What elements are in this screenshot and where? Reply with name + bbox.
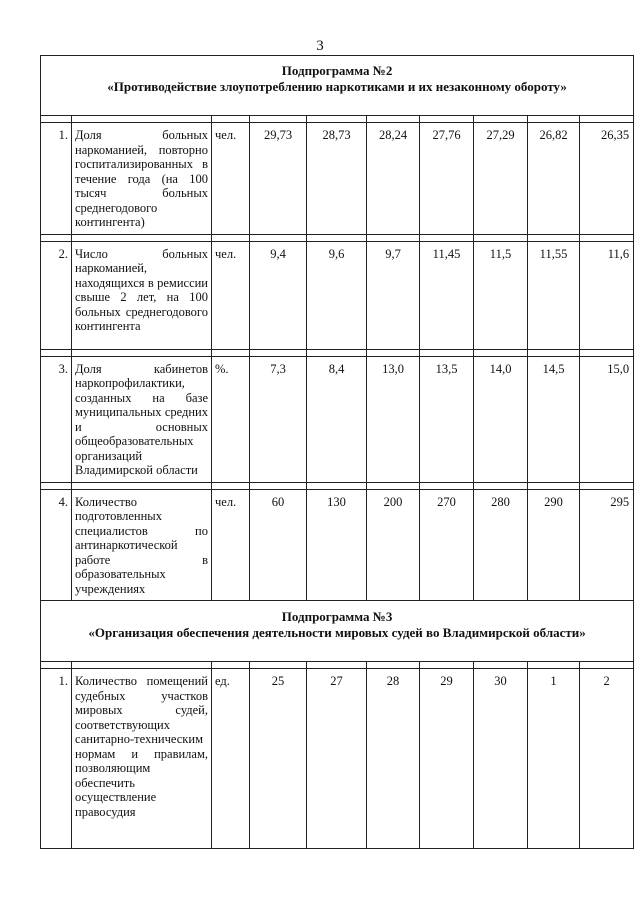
row-value: 27,76 <box>420 123 474 235</box>
row-description: Доля кабинетов наркопрофилактики, созданных на базе муниципальных средних и основных общеобразовательных организаций Владимирской области <box>72 356 212 482</box>
row-description: Количество помещений судебных участков мировых судей, соответствующих санитарно-техническим нормам и правилам, позволяющим обеспечить осуществление правосудия <box>72 669 212 849</box>
spacer-row <box>41 662 634 669</box>
row-value: 14,0 <box>474 356 528 482</box>
row-value: 26,82 <box>528 123 580 235</box>
row-value: 26,35 <box>580 123 634 235</box>
row-number: 4. <box>41 489 72 601</box>
row-value: 14,5 <box>528 356 580 482</box>
row-value: 1 <box>528 669 580 849</box>
row-value: 30 <box>474 669 528 849</box>
row-value: 270 <box>420 489 474 601</box>
row-value: 28 <box>367 669 420 849</box>
row-value: 13,5 <box>420 356 474 482</box>
table-row <box>41 489 634 601</box>
row-value: 295 <box>580 489 634 601</box>
row-value: 29,73 <box>250 123 307 235</box>
row-value: 25 <box>250 669 307 849</box>
row-number: 3. <box>41 356 72 482</box>
row-number: 1. <box>41 669 72 849</box>
row-value: 13,0 <box>367 356 420 482</box>
row-value: 9,7 <box>367 241 420 349</box>
row-value: 60 <box>250 489 307 601</box>
subprogram-title: Подпрограмма №2 <box>281 63 393 78</box>
row-value: 27 <box>307 669 367 849</box>
row-description: Число больных наркоманией, находящихся в ремиссии свыше 2 лет, на 100 больных среднегодового контингента <box>72 241 212 349</box>
row-value: 9,4 <box>250 241 307 349</box>
row-value: 28,24 <box>367 123 420 235</box>
row-description: Количество подготовленных специалистов по антинаркотической работе в образовательных учреждениях <box>72 489 212 601</box>
table-row <box>41 241 634 349</box>
subprogram-heading-row <box>41 56 634 116</box>
subprogram-title: Подпрограмма №3 <box>281 609 393 624</box>
row-value: 27,29 <box>474 123 528 235</box>
row-unit: ед. <box>212 669 250 849</box>
row-value: 11,45 <box>420 241 474 349</box>
row-value: 2 <box>580 669 634 849</box>
row-unit: чел. <box>212 489 250 601</box>
row-number: 1. <box>41 123 72 235</box>
row-unit: %. <box>212 356 250 482</box>
table-row <box>41 123 634 235</box>
row-number: 2. <box>41 241 72 349</box>
spacer-row <box>41 349 634 356</box>
row-value: 200 <box>367 489 420 601</box>
row-value: 290 <box>528 489 580 601</box>
row-value: 130 <box>307 489 367 601</box>
page-number: 3 <box>316 38 324 54</box>
subprogram-subtitle: «Противодействие злоупотреблению наркотиками и их незаконному обороту» <box>107 79 567 94</box>
row-unit: чел. <box>212 241 250 349</box>
row-value: 8,4 <box>307 356 367 482</box>
spacer-row <box>41 234 634 241</box>
row-value: 7,3 <box>250 356 307 482</box>
row-description: Доля больных наркоманией, повторно госпитализированных в течение года (на 100 тысяч больных среднегодового контингента) <box>72 123 212 235</box>
subprogram-heading-row <box>41 601 634 662</box>
row-value: 280 <box>474 489 528 601</box>
row-value: 11,5 <box>474 241 528 349</box>
row-unit: чел. <box>212 123 250 235</box>
table-row <box>41 669 634 849</box>
table-row <box>41 356 634 482</box>
row-value: 11,6 <box>580 241 634 349</box>
subprogram-subtitle: «Организация обеспечения деятельности мировых судей во Владимирской области» <box>88 625 586 640</box>
subprogram-heading <box>41 56 634 116</box>
spacer-row <box>41 116 634 123</box>
row-value: 11,55 <box>528 241 580 349</box>
row-value: 28,73 <box>307 123 367 235</box>
indicators-table <box>40 55 634 849</box>
row-value: 29 <box>420 669 474 849</box>
spacer-row <box>41 482 634 489</box>
row-value: 9,6 <box>307 241 367 349</box>
row-value: 15,0 <box>580 356 634 482</box>
subprogram-heading <box>41 601 634 662</box>
